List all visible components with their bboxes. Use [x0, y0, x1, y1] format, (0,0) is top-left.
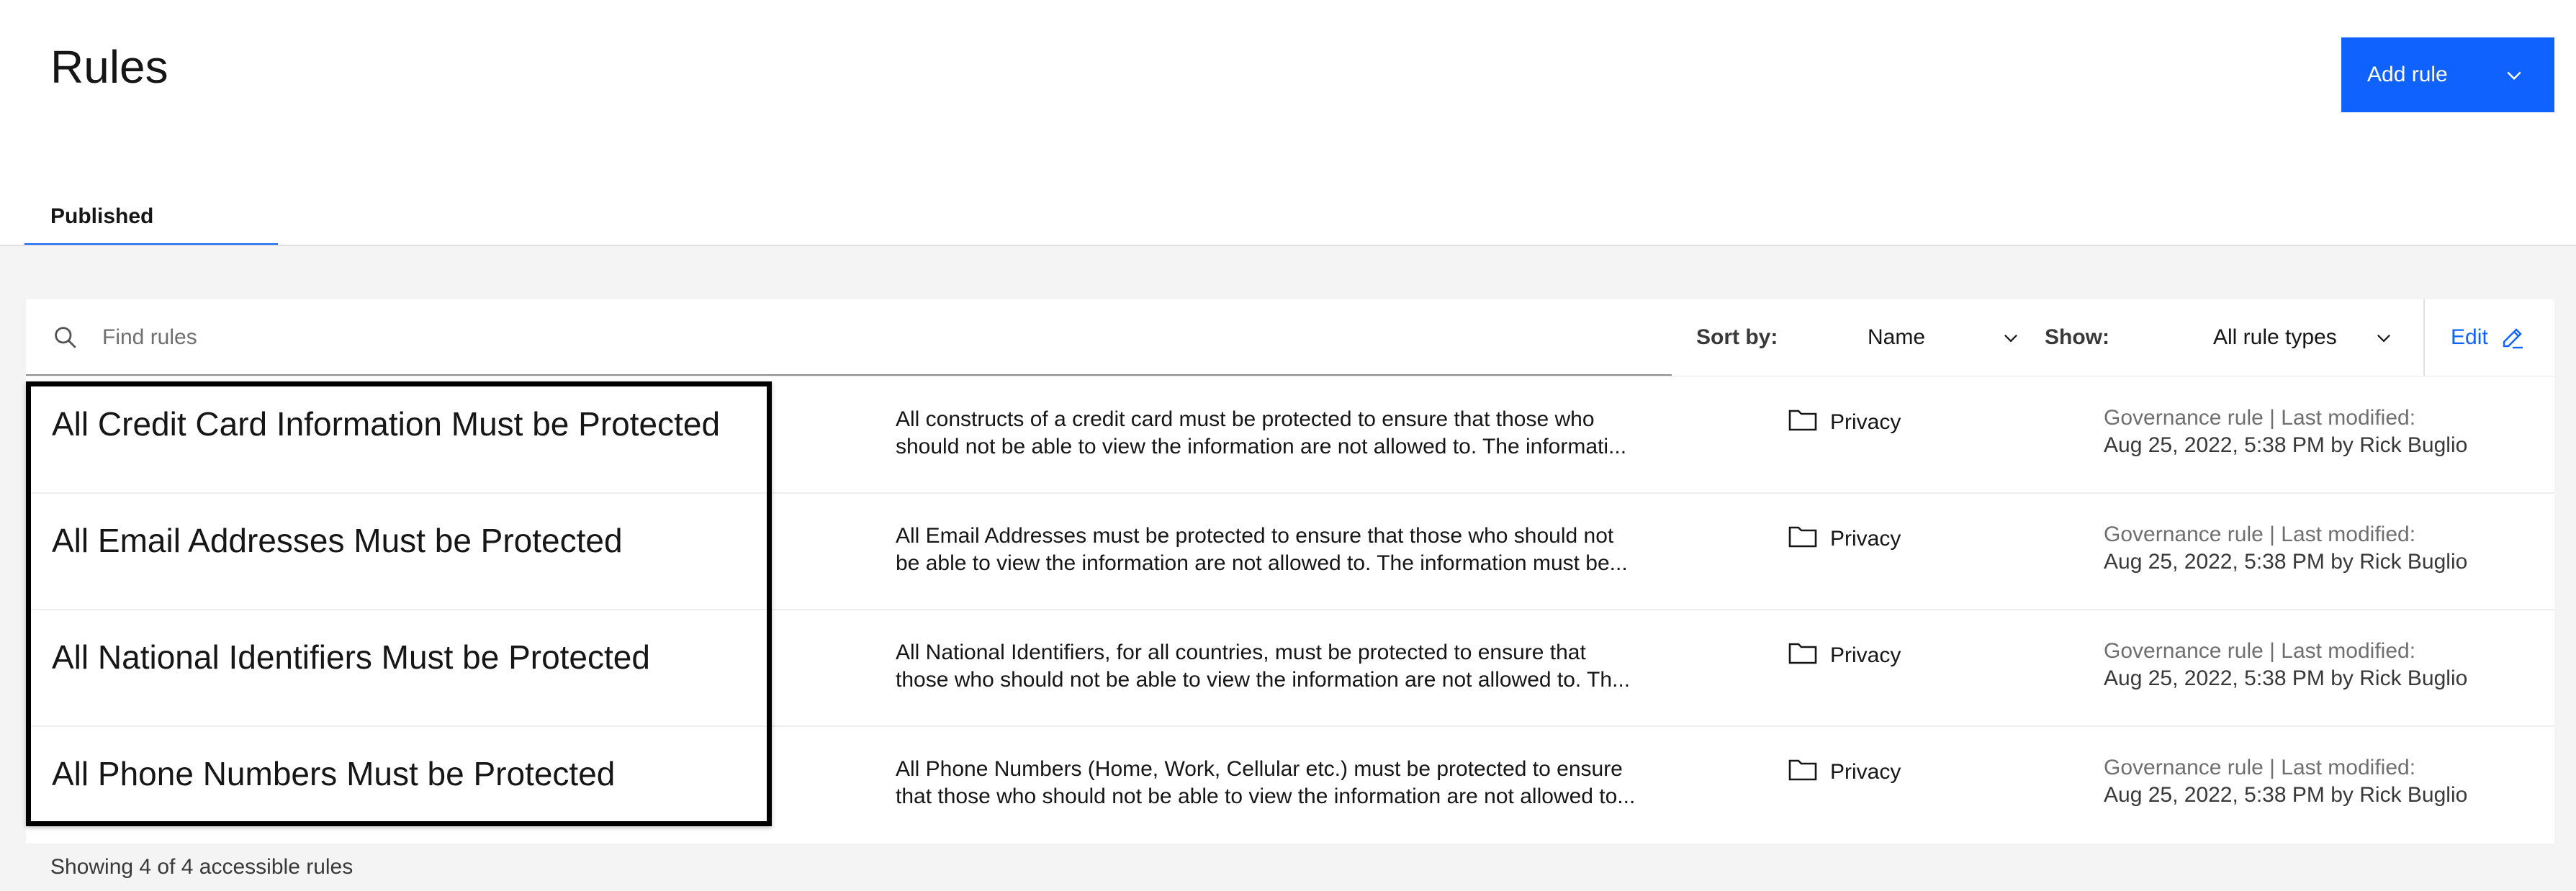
page-header — [0, 0, 2576, 245]
rule-meta — [2104, 754, 2467, 809]
rule-meta — [2104, 521, 2467, 576]
sort-by-label: Sort by: — [1696, 325, 1778, 349]
rule-type: Governance rule | Last modified: — [2104, 523, 2416, 546]
sort-by-value: Name — [1868, 325, 1926, 349]
edit-button-label: Edit — [2451, 325, 2488, 349]
show-rule-types-value: All rule types — [2213, 325, 2337, 349]
rule-category — [1788, 754, 1901, 784]
rule-description-line: All National Identifiers, for all countries, must be protected to ensure that — [896, 641, 1586, 664]
search-icon — [53, 325, 78, 350]
rule-category — [1788, 521, 1901, 551]
rule-description-line: All Phone Numbers (Home, Work, Cellular etc.) must be protected to ensure — [896, 757, 1623, 781]
rule-row[interactable] — [26, 610, 2554, 727]
rule-category — [1788, 404, 1901, 435]
rule-description — [896, 756, 1709, 810]
page-title: Rules — [50, 41, 168, 93]
search-input[interactable] — [102, 315, 1650, 360]
rule-row[interactable] — [26, 727, 2554, 843]
chevron-down-icon — [2001, 328, 2020, 347]
rule-description-line: should not be able to view the information are not allowed to. The informati... — [896, 435, 1627, 458]
rule-description — [896, 523, 1709, 577]
folder-icon — [1788, 757, 1817, 782]
rule-last-modified: Aug 25, 2022, 5:38 PM by Rick Buglio — [2104, 433, 2468, 457]
rule-type: Governance rule | Last modified: — [2104, 406, 2416, 430]
rule-name[interactable]: All National Identifiers Must be Protected — [52, 638, 650, 676]
rules-toolbar — [26, 299, 2554, 376]
rule-category-label: Privacy — [1830, 527, 1901, 551]
rule-category-label: Privacy — [1830, 643, 1901, 667]
rules-list — [26, 377, 2554, 843]
toolbar-divider — [2423, 299, 2425, 376]
rule-last-modified: Aug 25, 2022, 5:38 PM by Rick Buglio — [2104, 666, 2468, 690]
tab-published-label: Published — [50, 204, 154, 228]
rule-row[interactable] — [26, 377, 2554, 494]
rule-description-line: All constructs of a credit card must be protected to ensure that those who — [896, 407, 1595, 431]
pencil-icon — [2501, 326, 2524, 349]
rule-name[interactable]: All Phone Numbers Must be Protected — [52, 755, 616, 792]
rule-last-modified: Aug 25, 2022, 5:38 PM by Rick Buglio — [2104, 550, 2468, 574]
rule-type: Governance rule | Last modified: — [2104, 756, 2416, 779]
add-rule-button-label: Add rule — [2367, 63, 2448, 86]
rule-description-line: that those who should not be able to view the information are not allowed to... — [896, 784, 1636, 808]
rule-type: Governance rule | Last modified: — [2104, 639, 2416, 663]
folder-icon — [1788, 407, 1817, 432]
rule-last-modified: Aug 25, 2022, 5:38 PM by Rick Buglio — [2104, 783, 2468, 807]
rules-count: Showing 4 of 4 accessible rules — [50, 855, 353, 879]
rule-name[interactable]: All Credit Card Information Must be Protected — [52, 405, 721, 443]
folder-icon — [1788, 641, 1817, 665]
rule-description — [896, 406, 1709, 461]
tab-published[interactable] — [24, 194, 278, 246]
folder-icon — [1788, 524, 1817, 548]
rule-row[interactable] — [26, 494, 2554, 610]
search-field — [26, 299, 1672, 376]
rule-description — [896, 639, 1709, 694]
rule-category-label: Privacy — [1830, 410, 1901, 434]
show-rule-types-dropdown[interactable] — [2183, 314, 2406, 361]
rule-category-label: Privacy — [1830, 760, 1901, 784]
rule-description-line: All Email Addresses must be protected to ensure that those who should not — [896, 524, 1614, 548]
rule-description-line: be able to view the information are not allowed to. The information must be... — [896, 551, 1628, 575]
rule-meta — [2104, 404, 2467, 459]
show-label: Show: — [2045, 325, 2109, 349]
rule-category — [1788, 638, 1901, 668]
add-rule-button[interactable] — [2341, 37, 2554, 112]
edit-button[interactable] — [2451, 320, 2524, 356]
rule-description-line: those who should not be able to view the information are not allowed to. Th... — [896, 668, 1631, 692]
chevron-down-icon — [2504, 65, 2524, 85]
chevron-down-icon — [2374, 328, 2393, 347]
rule-name[interactable]: All Email Addresses Must be Protected — [52, 522, 623, 559]
sort-by-dropdown[interactable] — [1842, 314, 2029, 361]
rule-meta — [2104, 638, 2467, 692]
